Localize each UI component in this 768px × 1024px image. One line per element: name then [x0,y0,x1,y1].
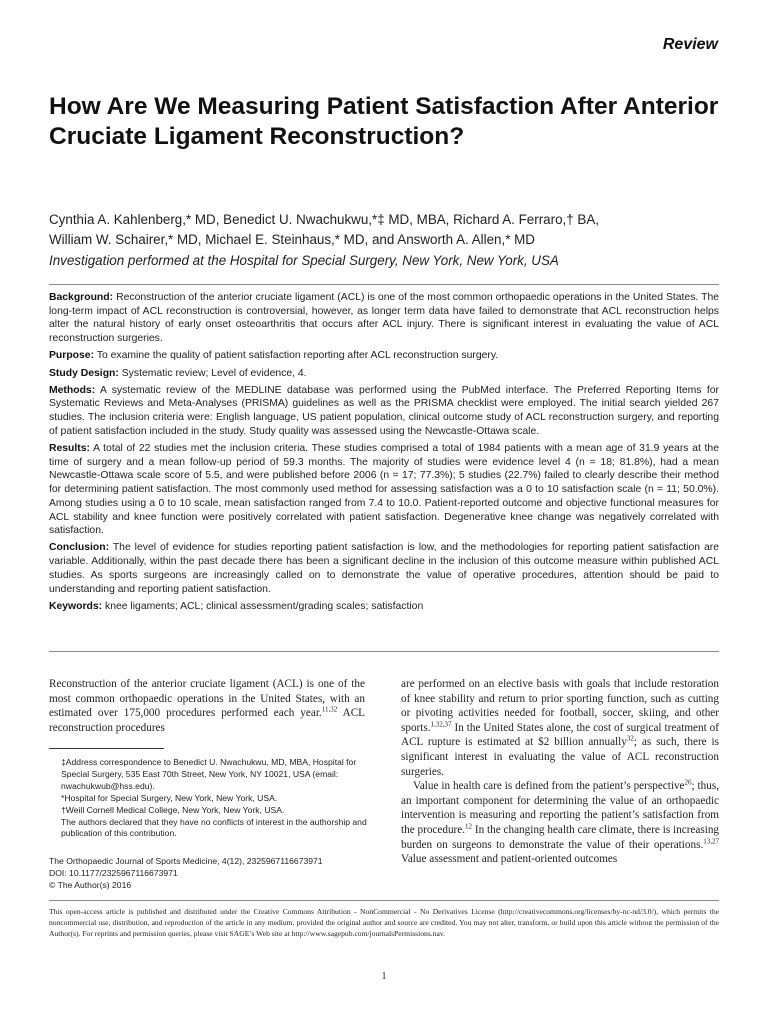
keywords-text: knee ligaments; ACL; clinical assessment/grading scales; satisfaction [105,600,424,612]
author-line-1: Cynthia A. Kahlenberg,* MD, Benedict U. Nwachukwu,*‡ MD, MBA, Richard A. Ferraro,† BA, [49,212,599,227]
footnote-rule [49,748,164,749]
body-paragraph-2 [401,779,719,867]
abstract-top-rule [49,284,719,285]
footnotes [49,757,367,840]
body-text: Value in health care is defined from the patient’s perspective [413,780,685,793]
results-text: A total of 22 studies met the inclusion criteria. These studies comprised a total of 1984 patients with a mean age of 31.9 years at the time of surgery and a mean follow-up period of 59.3 months. The majority of studies were evidence level 4 (n = 18; 81.8%), had a mean Newcastle-Ottawa scale score of 5.5, and were published before 2006 (n = 17; 77.3%); 5 studies (22.7%) failed to clearly describe their method for determining patient satisfaction. The most commonly used method for assessing satisfaction was a 0 to 10 satisfaction scale (n = 11; 50.0%). Among studies using a 0 to 10 scale, mean satisfaction ranged from 7.4 to 10.0. Patient-reported outcome and objective functional measures for ACL stability and knee function were positively correlated with patient satisfaction. Degenerative knee change was negatively correlated with satisfaction. [49,443,719,537]
intro-text-end: ACL reconstruction procedures [49,707,365,734]
journal-info [49,855,367,891]
author-line-2: William W. Schairer,* MD, Michael E. Steinhaus,* MD, and Answorth A. Allen,* MD [49,232,535,247]
abstract-purpose [49,349,719,363]
citation-ref: 12 [465,822,473,831]
body-text: are performed on an elective basis with goals that include restoration of knee stability and return to prior sporting function, such as cutting or pivoting activities needed for football, soccer, skiing, and other sports. [401,678,719,734]
body-text: ; as such, there is significant interest in evaluating the value of ACL reconstruction surgeries. [401,736,719,778]
conclusion-label: Conclusion: [49,542,110,554]
abstract-bottom-rule [49,651,719,652]
background-text: Reconstruction of the anterior cruciate ligament (ACL) is one of the most common orthopaedic operations in the United States. The long-term impact of ACL reconstruction is controversial, however, as longer term data have failed to demonstrate that ACL reconstruction helps alter the natural history of early onset osteoarthritis that occurs after ACL injury. There is significant interest in evaluating the value of ACL reconstruction surgeries. [49,292,719,345]
body-column-left [49,677,365,735]
purpose-text: To examine the quality of patient satisfaction reporting after ACL reconstruction surgery. [96,350,499,362]
footnote-affiliation-1: *Hospital for Special Surgery, New York, New York, USA. [61,792,278,803]
body-text: Value assessment and patient-oriented outcomes [401,853,618,866]
citation-ref: 1,32,37 [430,720,452,729]
purpose-label: Purpose: [49,350,95,362]
author-list [49,210,739,250]
institution-line: Investigation performed at the Hospital for Special Surgery, New York, New York, USA [49,253,559,268]
citation-ref: 26 [684,778,692,787]
body-text: In the changing health care climate, there is increasing burden on surgeons to demonstrate the value of their operations. [401,823,720,851]
license-rule [49,900,719,901]
design-text: Systematic review; Level of evidence, 4. [121,367,307,379]
abstract-results [49,442,719,538]
design-label: Study Design: [49,367,119,379]
methods-text: A systematic review of the MEDLINE database was performed using the PubMed interface. The Preferred Reporting Items for Systematic Reviews and Meta-Analyses (PRISMA) guidelines as well as the PRISMA checklist were employed. The initial search yielded 267 studies. The inclusion criteria were: English language, US patient population, clinical outcome study of ACL reconstruction surgery, and reporting of patient satisfaction included in the study. Study quality was assessed using the Newcastle-Ottawa scale. [49,384,719,437]
conclusion-text: The level of evidence for studies reporting patient satisfaction is low, and the methodologies for reporting patient satisfaction are variable. Additionally, within the past decade there has been a significant decline in the inclusion of this outcome measure within published ACL studies. As sports surgeons are increasingly called on to demonstrate the value of operative procedures, attention should be paid to understanding and reporting patient satisfaction. [49,542,719,595]
abstract [49,291,719,617]
body-text: In the United States alone, the cost of surgical treatment of ACL rupture is estimated at $2 billion annually [401,721,719,749]
abstract-keywords [49,600,719,614]
footnote-correspondence: ‡Address correspondence to Benedict U. Nwachukwu, MD, MBA, Hospital for Special Surgery, 535 East 70th Street, New York, NY 10021, USA (email: nwachukwub@hss.edu). [61,757,357,791]
citation-ref: 32 [626,734,634,743]
intro-text: Reconstruction of the anterior cruciate ligament (ACL) is one of the most common orthopaedic operations in the United States, with an estimated over 175,000 procedures performed each year. [49,678,365,720]
journal-copyright: © The Author(s) 2016 [49,880,132,890]
abstract-background [49,291,719,346]
results-label: Results: [49,443,90,455]
abstract-design [49,367,719,381]
page-number: 1 [381,971,387,982]
body-paragraph-1 [401,677,719,779]
section-label: Review [662,36,718,53]
citation-ref: 13,27 [703,836,719,845]
background-label: Background: [49,292,114,303]
keywords-label: Keywords: [49,600,103,612]
citation-ref: 11,32 [321,705,338,714]
license-notice: This open-access article is published and distributed under the Creative Commons Attribution - NonCommercial - No Derivatives License (http://creativecommons.org/licenses/by-nc-nd/3.0/), which permits the noncommercial use, distribution, and reproduction of the article in any medium, provided the original author and source are credited. You may not alter, transform, or build upon this article without the permission of the Author(s). For reprints and permission queries, please visit SAGE’s Web site at http://www.sagepub.com/journalsPermissions.nav. [49,907,719,938]
abstract-methods [49,384,719,439]
abstract-conclusion [49,541,719,596]
body-column-right [401,677,719,867]
footnote-affiliation-2: †Weill Cornell Medical College, New York, New York, USA. [61,804,285,815]
journal-citation: The Orthopaedic Journal of Sports Medicine, 4(12), 2325967116673971 [49,856,323,866]
article-title: How Are We Measuring Patient Satisfaction After Anterior Cruciate Ligament Reconstruction? [49,93,719,150]
methods-label: Methods: [49,384,96,396]
intro-paragraph [49,677,365,735]
footnote-conflict: The authors declared that they have no conflicts of interest in the authorship and publication of this contribution. [61,816,367,839]
body-text: ; thus, an important component for determining the value of an orthopaedic intervention is measuring and reporting the patient’s satisfaction from the procedure. [401,780,719,836]
journal-doi: DOI: 10.1177/2325967116673971 [49,868,178,878]
